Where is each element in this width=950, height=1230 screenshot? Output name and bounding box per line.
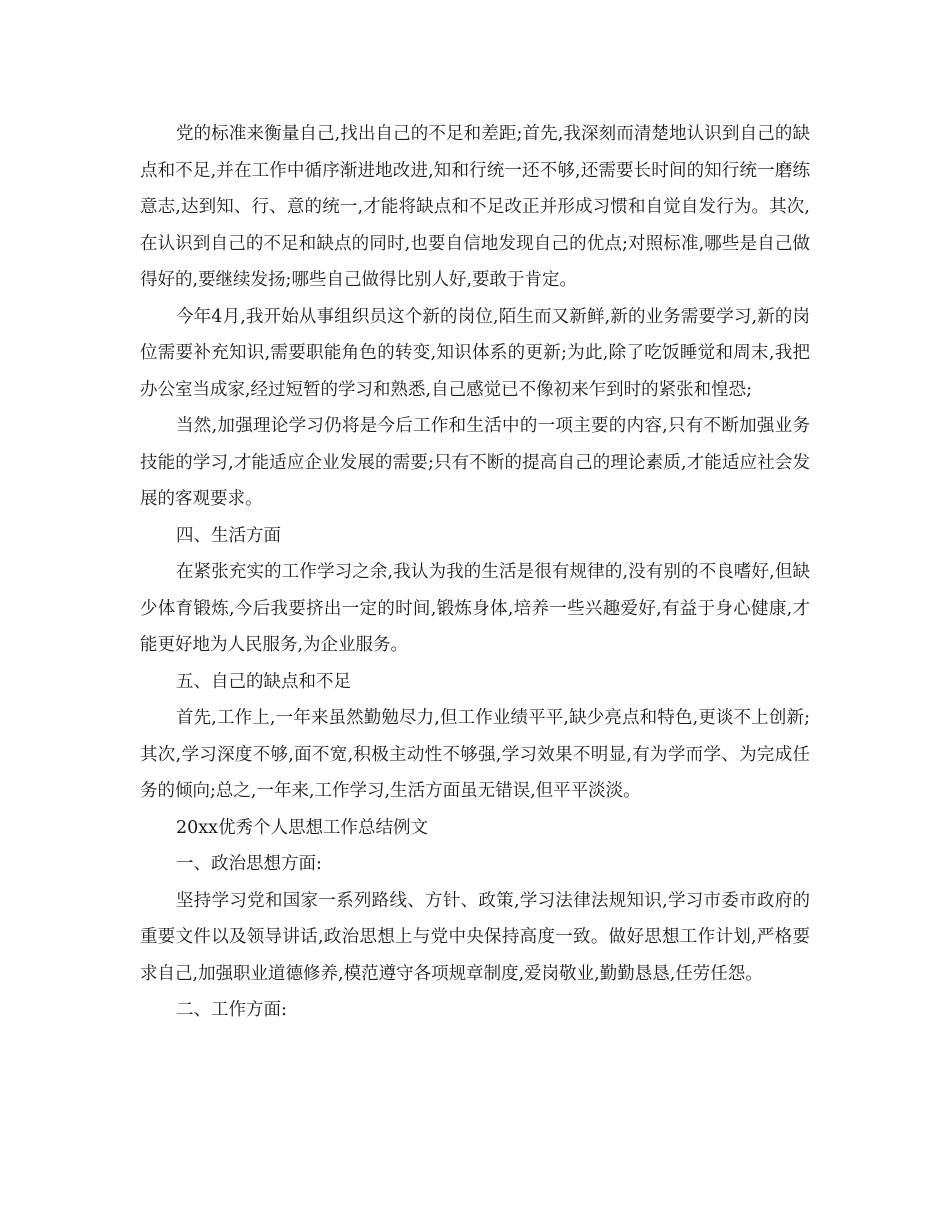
document-body	[140, 116, 810, 1029]
paragraph: 五、自己的缺点和不足	[176, 671, 351, 692]
paragraph: 首先,工作上,一年来虽然勤勉尽力,但工作业绩平平,缺少亮点和特色,更谈不上创新;其次,学习深度不够,面不宽,积极主动性不够强,学习效果不明显,有为学而学、为完成任务的倾向;总之,一年来,工作学习,生活方面虽无错误,但平平淡淡。	[140, 708, 810, 801]
paragraph: 今年4月,我开始从事组织员这个新的岗位,陌生而又新鲜,新的业务需要学习,新的岗位需要补充知识,需要职能角色的转变,知识体系的更新;为此,除了吃饭睡觉和周末,我把办公室当成家,经过短暂的学习和熟悉,自己感觉已不像初来乍到时的紧张和惶恐;	[140, 306, 810, 400]
paragraph: 20xx优秀个人思想工作总结例文	[176, 817, 429, 838]
paragraph: 二、工作方面:	[176, 1000, 287, 1020]
paragraph: 党的标准来衡量自己,找出自己的不足和差距;首先,我深刻而清楚地认识到自己的缺点和不足,并在工作中循序渐进地改进,知和行统一还不够,还需要长时间的知行统一磨练意志,达到知、行、意的统一,才能将缺点和不足改正并形成习惯和自觉自发行为。其次,在认识到自己的不足和缺点的同时,也要自信地发现自己的优点;对照标准,哪些是自己做得好的,要继续发扬;哪些自己做得比别人好,要敢于肯定。	[140, 124, 810, 290]
paragraph: 坚持学习党和国家一系列路线、方针、政策,学习法律法规知识,学习市委市政府的重要文件以及领导讲话,政治思想上与党中央保持高度一致。做好思想工作计划,严格要求自己,加强职业道德修养,模范遵守各项规章制度,爱岗敬业,勤勤恳恳,任劳任怨。	[140, 890, 810, 984]
paragraph: 一、政治思想方面:	[176, 854, 322, 874]
paragraph: 当然,加强理论学习仍将是今后工作和生活中的一项主要的内容,只有不断加强业务技能的学习,才能适应企业发展的需要;只有不断的提高自己的理论素质,才能适应社会发展的客观要求。	[140, 416, 810, 509]
paragraph: 四、生活方面	[176, 525, 281, 546]
paragraph: 在紧张充实的工作学习之余,我认为我的生活是很有规律的,没有别的不良嗜好,但缺少体育锻炼,今后我要挤出一定的时间,锻炼身体,培养一些兴趣爱好,有益于身心健康,才能更好地为人民服务,为企业服务。	[140, 562, 810, 655]
